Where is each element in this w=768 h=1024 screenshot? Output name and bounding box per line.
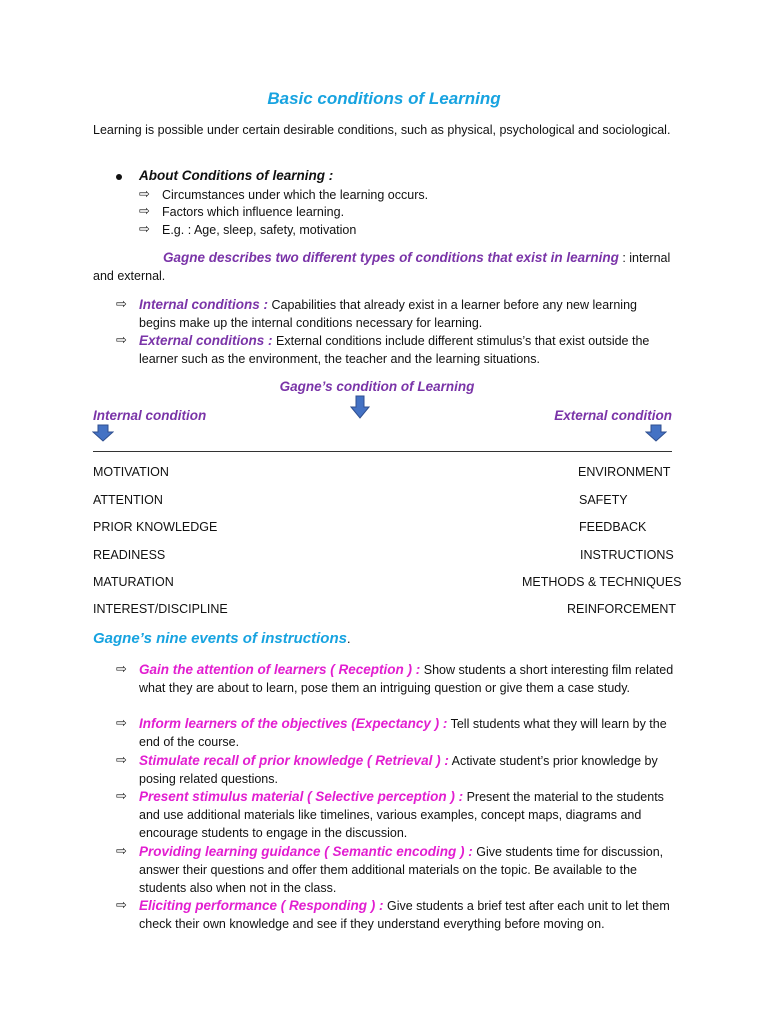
event-label: Gain the attention of learners ( Reception ) :: [139, 662, 421, 677]
arrow-bullet-icon: ⇨: [139, 186, 150, 201]
event-text: Give students time for discussion, answer their questions and offer them additional materials on the topic. Be available to the students also when not in the class.: [139, 845, 664, 895]
event-label: Eliciting performance ( Responding ) :: [139, 898, 384, 913]
event-text: Show students a short interesting film related what they are about to learn, pose them an intriguing question or give them a case study.: [139, 663, 674, 695]
arrow-bullet-icon: ⇨: [116, 788, 127, 803]
arrow-bullet-icon: ⇨: [116, 843, 127, 858]
external-condition-heading: External condition: [554, 408, 672, 423]
internal-condition-item: PRIOR KNOWLEDGE: [93, 520, 218, 534]
diagram-heading: Gagne’s condition of Learning: [279, 379, 475, 394]
down-arrow-icon: [350, 395, 370, 419]
divider-line: [93, 451, 672, 452]
external-condition-item: INSTRUCTIONS: [580, 548, 674, 562]
arrow-bullet-icon: ⇨: [116, 752, 127, 767]
about-item: E.g. : Age, sleep, safety, motivation: [162, 223, 357, 237]
arrow-bullet-icon: ⇨: [116, 897, 127, 912]
condition-item: [139, 332, 674, 368]
about-item: Factors which influence learning.: [162, 205, 345, 219]
external-condition-item: ENVIRONMENT: [578, 465, 671, 479]
internal-condition-item: INTEREST/DISCIPLINE: [93, 602, 228, 616]
condition-text: Capabilities that already exist in a learner before any new learning begins make up the internal conditions necessary for learning.: [139, 298, 637, 330]
event-item: [139, 715, 674, 751]
external-condition-item: FEEDBACK: [579, 520, 647, 534]
events-heading-suffix: .: [346, 632, 351, 646]
internal-condition-item: ATTENTION: [93, 493, 163, 507]
external-condition-item: SAFETY: [579, 493, 628, 507]
events-heading-text: Gagne’s nine events of instructions: [93, 630, 347, 647]
down-arrow-icon: [92, 424, 114, 442]
about-item: Circumstances under which the learning occurs.: [162, 188, 429, 202]
page-title: Basic conditions of Learning: [267, 89, 501, 108]
gagne-statement-emphasis: Gagne describes two different types of conditions that exist in learning: [163, 250, 619, 265]
external-condition-item: METHODS & TECHNIQUES: [522, 575, 682, 589]
event-label: Inform learners of the objectives (Expectancy ) :: [139, 716, 448, 731]
internal-condition-heading: Internal condition: [93, 408, 207, 423]
condition-item: [139, 296, 674, 332]
event-item: [139, 752, 674, 788]
internal-condition-item: MOTIVATION: [93, 465, 169, 479]
arrow-bullet-icon: ⇨: [116, 296, 127, 311]
event-text: Activate student’s prior knowledge by posing related questions.: [139, 754, 658, 786]
intro-paragraph: Learning is possible under certain desirable conditions, such as physical, psychological and sociological.: [93, 123, 671, 137]
condition-label: External conditions :: [139, 333, 273, 348]
internal-condition-item: MATURATION: [93, 575, 174, 589]
condition-text: External conditions include different stimulus’s that exist outside the learner such as the environment, the teacher and the learning situations.: [139, 334, 650, 366]
event-label: Providing learning guidance ( Semantic encoding ) :: [139, 844, 473, 859]
arrow-bullet-icon: ⇨: [116, 332, 127, 347]
events-heading: [93, 628, 350, 650]
about-heading: About Conditions of learning :: [139, 168, 334, 183]
arrow-bullet-icon: ⇨: [116, 715, 127, 730]
arrow-bullet-icon: ⇨: [139, 203, 150, 218]
condition-label: Internal conditions :: [139, 297, 269, 312]
event-text: Present the material to the students and use additional materials like timelines, various examples, concept maps, diagrams and encourage students to engage in the discussion.: [139, 790, 664, 840]
event-text: Give students a brief test after each unit to let them check their own knowledge and see if they understand everything before moving on.: [139, 899, 670, 931]
bullet-dot-icon: [116, 174, 122, 180]
down-arrow-icon: [645, 424, 667, 442]
gagne-statement: [93, 249, 673, 285]
event-label: Stimulate recall of prior knowledge ( Retrieval ) :: [139, 753, 449, 768]
external-condition-item: REINFORCEMENT: [567, 602, 677, 616]
event-item: [139, 788, 674, 842]
arrow-bullet-icon: ⇨: [116, 661, 127, 676]
event-item: [139, 897, 674, 933]
event-text: Tell students what they will learn by the end of the course.: [139, 717, 667, 749]
event-label: Present stimulus material ( Selective perception ) :: [139, 789, 464, 804]
event-item: [139, 843, 674, 897]
gagne-statement-rest: : internal and external.: [93, 251, 671, 283]
arrow-bullet-icon: ⇨: [139, 221, 150, 236]
internal-condition-item: READINESS: [93, 548, 166, 562]
event-item: [139, 661, 674, 697]
